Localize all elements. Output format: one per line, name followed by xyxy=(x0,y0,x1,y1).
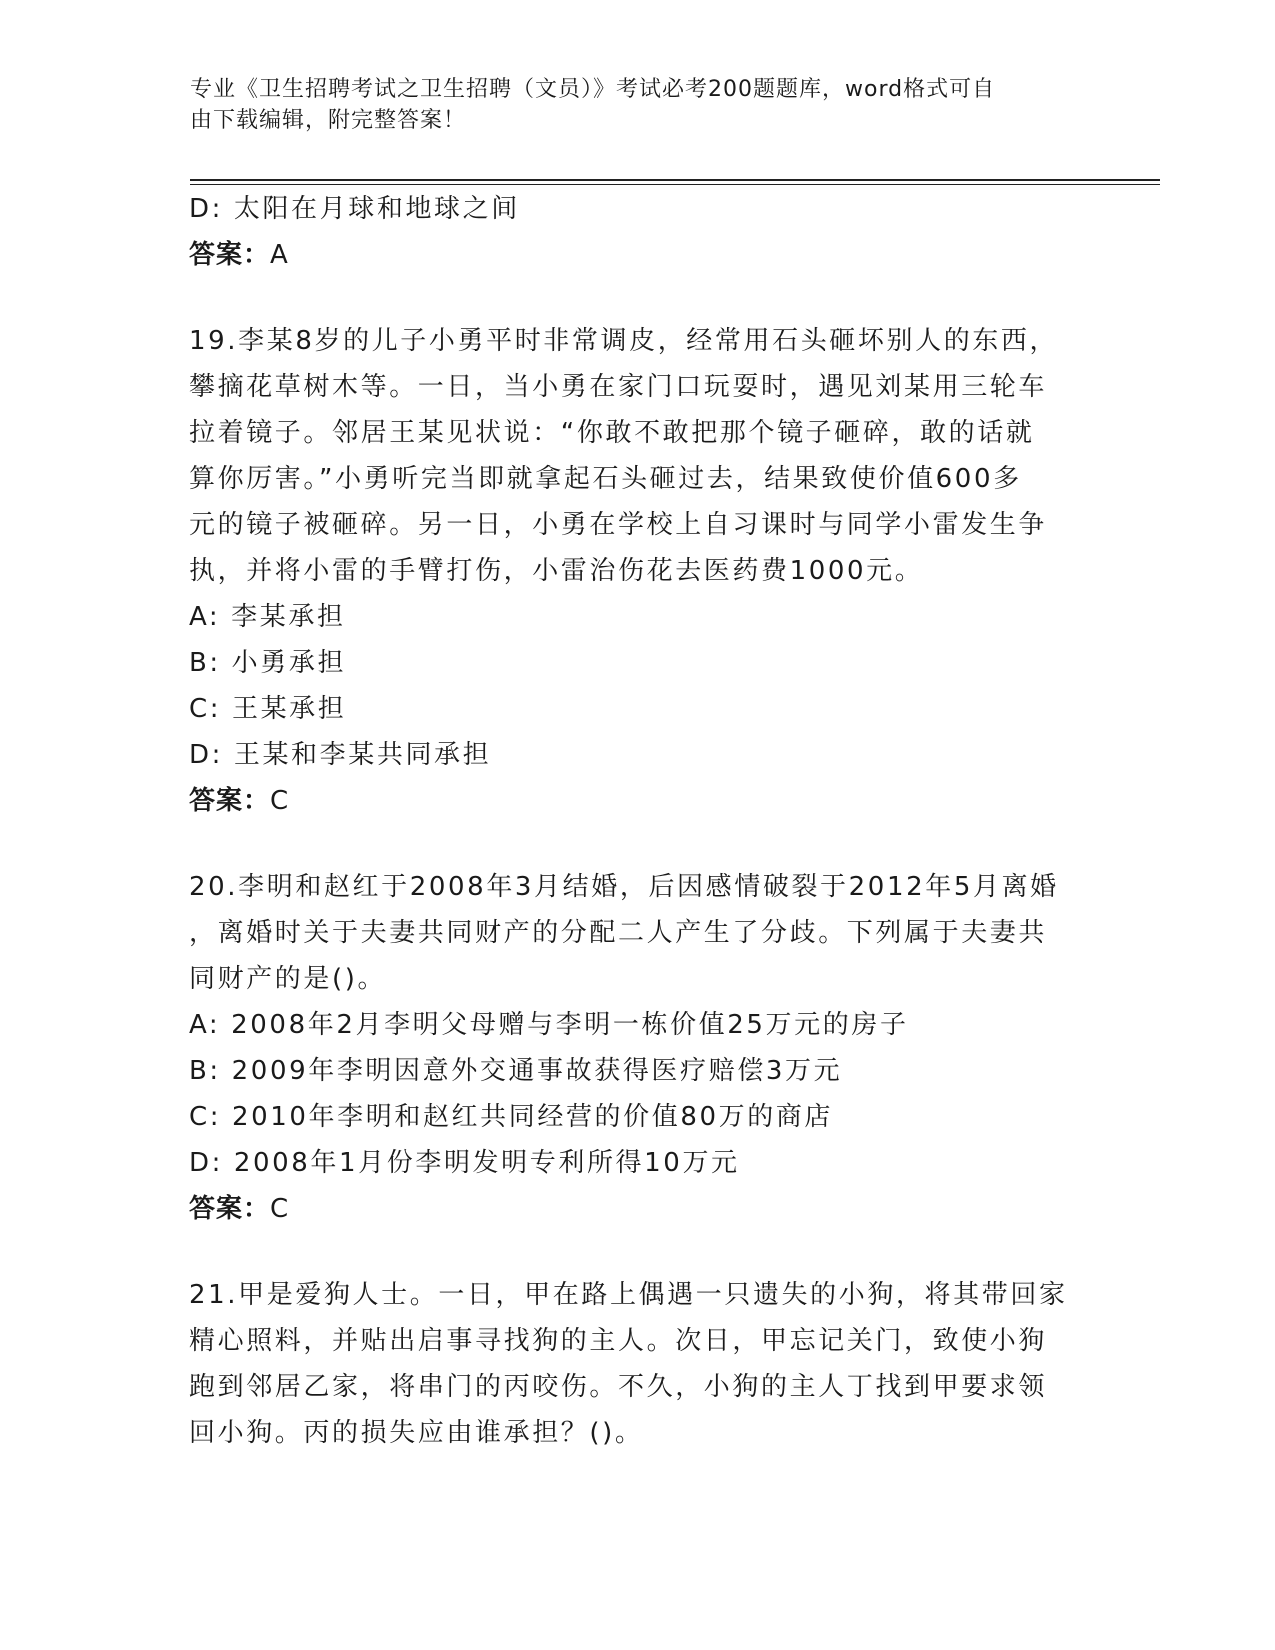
prev-option-d: D: 太阳在月球和地球之间 xyxy=(189,194,520,224)
question-21-line: 跑到邻居乙家，将串门的丙咬伤。不久，小狗的主人丁找到甲要求领 xyxy=(189,1372,1048,1402)
question-19-option-d: D: 王某和李某共同承担 xyxy=(189,740,492,770)
header-rule-thin xyxy=(190,184,1160,185)
header-rule-thick xyxy=(190,179,1160,181)
question-19-option-b: B: 小勇承担 xyxy=(189,648,347,678)
question-19-line: 执，并将小雷的手臂打伤，小雷治伤花去医药费1000元。 xyxy=(189,556,924,586)
question-20-line: 20.李明和赵红于2008年3月结婚，后因感情破裂于2012年5月离婚 xyxy=(189,872,1059,902)
question-21-line: 21.甲是爱狗人士。一日，甲在路上偶遇一只遗失的小狗，将其带回家 xyxy=(189,1280,1068,1310)
question-20-line: ，离婚时关于夫妻共同财产的分配二人产生了分歧。下列属于夫妻共 xyxy=(189,918,1048,948)
header-line-1: 专业《卫生招聘考试之卫生招聘（文员）》考试必考200题题库，word格式可自 xyxy=(190,77,996,102)
question-19-option-c: C: 王某承担 xyxy=(189,694,347,724)
question-20-option-d: D: 2008年1月份李明发明专利所得10万元 xyxy=(189,1148,740,1178)
answer-label: 答案： xyxy=(189,240,271,270)
header-line-2: 由下载编辑，附完整答案！ xyxy=(190,108,467,133)
question-19-line: 19.李某8岁的儿子小勇平时非常调皮，经常用石头砸坏别人的东西， xyxy=(189,326,1059,356)
question-20-line: 同财产的是()。 xyxy=(189,964,387,994)
page-header xyxy=(190,74,1090,136)
question-20-option-b: B: 2009年李明因意外交通事故获得医疗赔偿3万元 xyxy=(189,1056,843,1086)
question-21 xyxy=(189,1272,1089,1456)
question-20-option-a: A: 2008年2月李明父母赠与李明一栋价值25万元的房子 xyxy=(189,1010,909,1040)
prev-answer xyxy=(189,232,289,278)
answer-value: C xyxy=(270,786,290,816)
question-21-line: 精心照料，并贴出启事寻找狗的主人。次日，甲忘记关门，致使小狗 xyxy=(189,1326,1048,1356)
question-20-option-c: C: 2010年李明和赵红共同经营的价值80万的商店 xyxy=(189,1102,834,1132)
question-19-line: 算你厉害。”小勇听完当即就拿起石头砸过去，结果致使价值600多 xyxy=(189,464,1022,494)
answer-value: A xyxy=(270,240,289,270)
answer-label: 答案： xyxy=(189,786,271,816)
question-19-line: 攀摘花草树木等。一日，当小勇在家门口玩耍时，遇见刘某用三轮车 xyxy=(189,372,1048,402)
answer-label: 答案： xyxy=(189,1194,271,1224)
answer-value: C xyxy=(270,1194,290,1224)
question-19-answer xyxy=(189,778,289,824)
question-19-option-a: A: 李某承担 xyxy=(189,602,346,632)
question-21-line: 回小狗。丙的损失应由谁承担？()。 xyxy=(189,1418,644,1448)
question-20-answer xyxy=(189,1186,289,1232)
question-19-line: 元的镜子被砸碎。另一日，小勇在学校上自习课时与同学小雷发生争 xyxy=(189,510,1048,540)
question-20 xyxy=(189,864,1089,1186)
question-19 xyxy=(189,318,1089,778)
question-19-line: 拉着镜子。邻居王某见状说：“你敢不敢把那个镜子砸碎，敢的话就 xyxy=(189,418,1035,448)
